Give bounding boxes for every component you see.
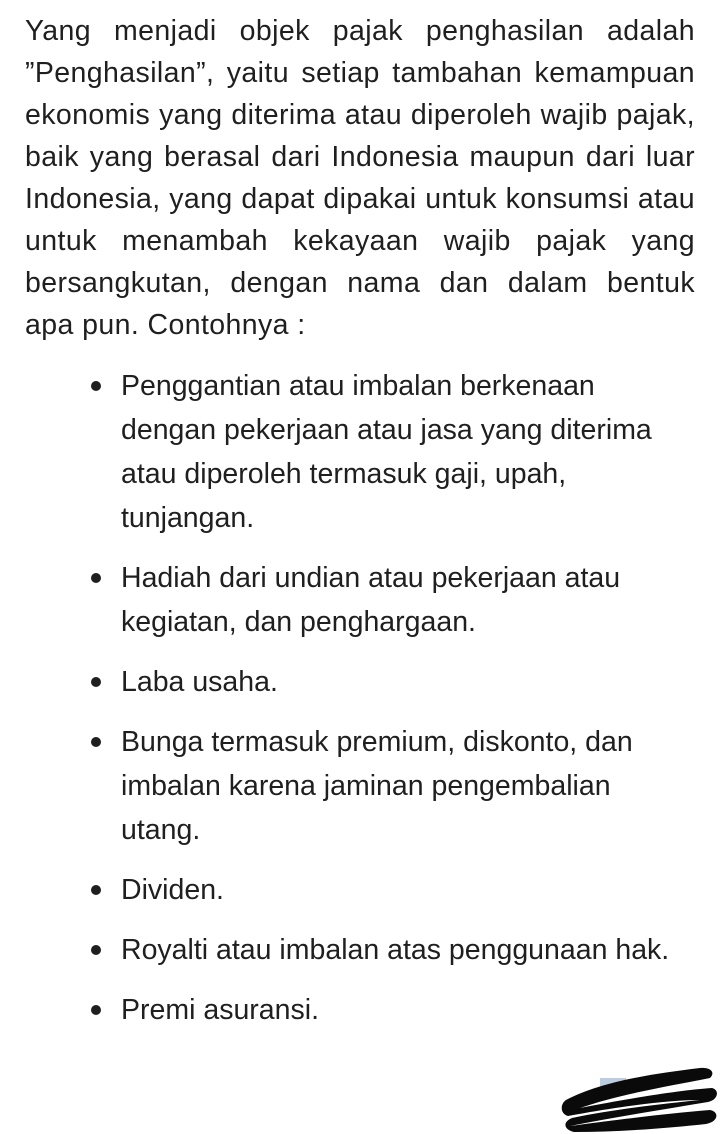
redaction-scribble bbox=[560, 1060, 720, 1134]
list-item-text: Laba usaha. bbox=[121, 666, 278, 698]
list-item-text: Hadiah dari undian atau pekerjaan atau kegiatan, dan penghargaan. bbox=[121, 562, 621, 638]
list-item-text: Royalti atau imbalan atas penggunaan hak. bbox=[121, 934, 670, 966]
bullet-icon bbox=[91, 677, 101, 687]
list-item bbox=[25, 928, 681, 972]
bullet-icon bbox=[91, 573, 101, 583]
list-item-text: Dividen. bbox=[121, 874, 224, 906]
bullet-icon bbox=[91, 1005, 101, 1015]
list-item bbox=[25, 988, 681, 1032]
list-item bbox=[25, 868, 681, 912]
article-content bbox=[25, 10, 695, 1048]
list-item bbox=[25, 660, 681, 704]
bullet-icon bbox=[91, 737, 101, 747]
list-item-text: Bunga termasuk premium, diskonto, dan imbalan karena jaminan pengembalian utang. bbox=[121, 726, 633, 846]
list-item bbox=[25, 364, 681, 540]
intro-paragraph: Yang menjadi objek pajak penghasilan adalah ”Penghasilan”, yaitu setiap tambahan kemampuan ekonomis yang diterima atau diperoleh wajib pajak, baik yang berasal dari Indonesia maupun dari luar Indonesia, yang dapat dipakai untuk konsumsi atau untuk menambah kekayaan wajib pajak yang bersangkutan, dengan nama dan dalam bentuk apa pun. Contohnya : bbox=[25, 15, 695, 341]
list-item-text: Penggantian atau imbalan berkenaan dengan pekerjaan atau jasa yang diterima atau diperoleh termasuk gaji, upah, tunjangan. bbox=[121, 370, 652, 534]
bullet-icon bbox=[91, 885, 101, 895]
list-item-text: Premi asuransi. bbox=[121, 994, 319, 1026]
bullet-icon bbox=[91, 381, 101, 391]
list-item bbox=[25, 556, 681, 644]
list-item bbox=[25, 720, 681, 852]
bullet-icon bbox=[91, 945, 101, 955]
income-examples-list bbox=[25, 364, 695, 1032]
